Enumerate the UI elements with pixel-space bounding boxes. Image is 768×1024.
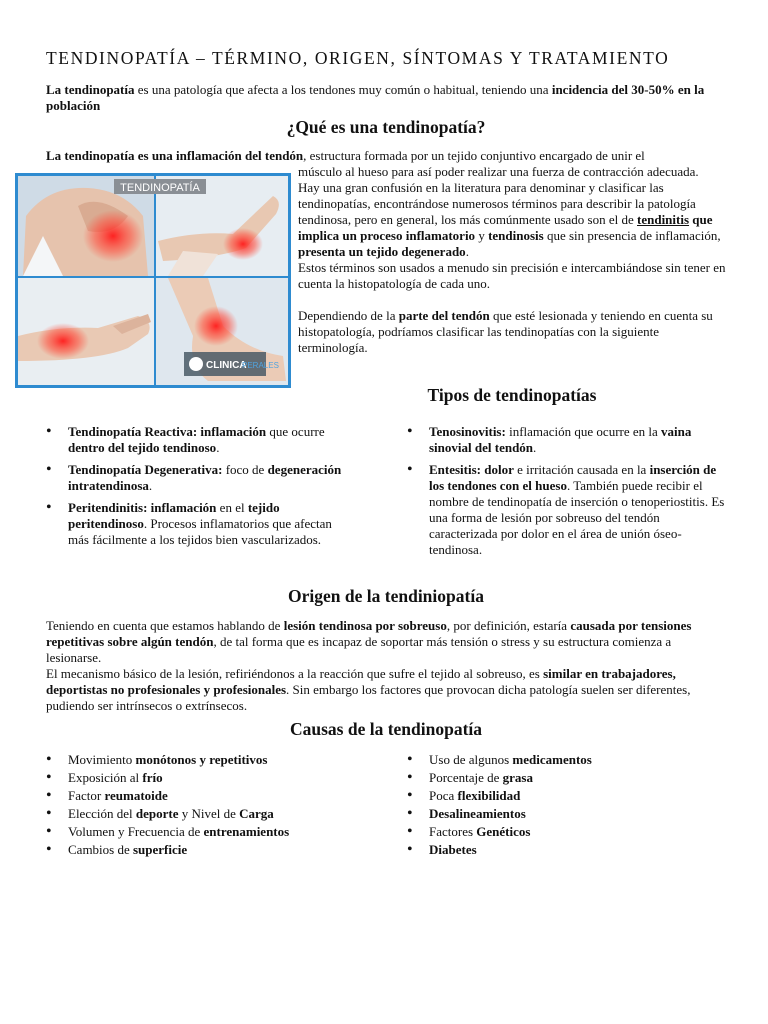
origen-paragraph: Teniendo en cuenta que estamos hablando de lesión tendinosa por sobreuso, por definición, estaría causada por tensiones repetitivas sobre algún tendón, de tal forma que es incapaz de soportar más tensión o stress y su estructura comienza a lesionarse. El mecanismo básico de la lesión, refiriéndonos a la reacción que sufre el tejido al sobreuso, es similar en trabajadores, deportistas no profesionales y profesionales. Sin embargo los factores que provocan dicha patología suelen ser diferentes, pudiendo ser intrínsecos o extrínsecos. [46,618,692,713]
list-item: • Movimiento monótonos y repetitivos [46,752,366,768]
section-heading-tipos: Tipos de tendinopatías [427,385,597,405]
list-item: • Factor reumatoide [46,788,366,804]
section-heading-origen: Origen de la tendiniopatía [288,586,484,606]
list-item: • Entesitis: dolor e irritación causada en la inserción de los tendones con el hueso. También puede recibir el nombre de tendinopatía de inserción o tenoperiostitis. Es una forma de lesión por sobreuso del tendón caracterizada por dolor en el área de unión óseo-tendinosa. [407,462,727,558]
que-es-text-column: músculo al hueso para así poder realizar una fuerza de contracción adecuada. Hay una gran confusión en la literatura para denominar y clasificar las tendinopatías, encontrándose numerosos términos para describir la patología tendinosa, pero en general, los más comúnmente usado son el de tendinitis que implica un proceso inflamatorio y tendinosis que sin presencia de inflamación, presenta un tejido degenerado. Estos términos son usados a menudo sin precisión e intercambiándose sin tener en cuenta la histopatología de cada uno. Dependiendo de la parte del tendón que esté lesionada y teniendo en cuenta su histopatología, podríamos clasificar las tendinopatías con la siguiente terminología. [298,164,726,355]
list-item: • Tenosinovitis: inflamación que ocurre en la vaina sinovial del tendón. [407,424,727,456]
image-label: TENDINOPATÍA [120,182,200,194]
list-item: • Factores Genéticos [407,824,727,840]
logo-text-b: PERALES [242,361,279,370]
tipos-list-right [407,424,727,564]
section-heading-causas: Causas de la tendinopatía [289,719,483,739]
list-item: • Peritendinitis: inflamación en el tejido peritendinoso. Procesos inflamatorios que afectan más fácilmente a los tejidos bien vascularizados. [46,500,346,548]
logo-text-a: CLINICA [206,360,247,371]
section-heading-que-es: ¿Qué es una tendinopatía? [286,117,486,137]
list-item: • Poca flexibilidad [407,788,727,804]
list-item: • Desalineamientos [407,806,727,822]
causas-list-left [46,752,366,860]
list-item: • Tendinopatía Degenerativa: foco de degeneración intratendinosa. [46,462,346,494]
que-es-first-line: La tendinopatía es una inflamación del tendón, estructura formada por un tejido conjuntivo encargado de unir el [46,148,645,163]
list-item: • Volumen y Frecuencia de entrenamientos [46,824,366,840]
list-item: • Cambios de superficie [46,842,366,858]
list-item: • Uso de algunos medicamentos [407,752,727,768]
list-item: • Porcentaje de grasa [407,770,727,786]
list-item: • Elección del deporte y Nivel de Carga [46,806,366,822]
page-title: TENDINOPATÍA – TÉRMINO, ORIGEN, SÍNTOMAS Y TRATAMIENTO [46,48,670,68]
tipos-list-left [46,424,346,554]
list-item: • Exposición al frío [46,770,366,786]
list-item: • Tendinopatía Reactiva: inflamación que ocurre dentro del tejido tendinoso. [46,424,346,456]
causas-list-right [407,752,727,860]
intro-paragraph: La tendinopatía es una patología que afecta a los tendones muy común o habitual, teniendo una incidencia del 30-50% en la población [46,82,705,113]
list-item: • Diabetes [407,842,727,858]
tendinopathy-image [15,173,291,388]
